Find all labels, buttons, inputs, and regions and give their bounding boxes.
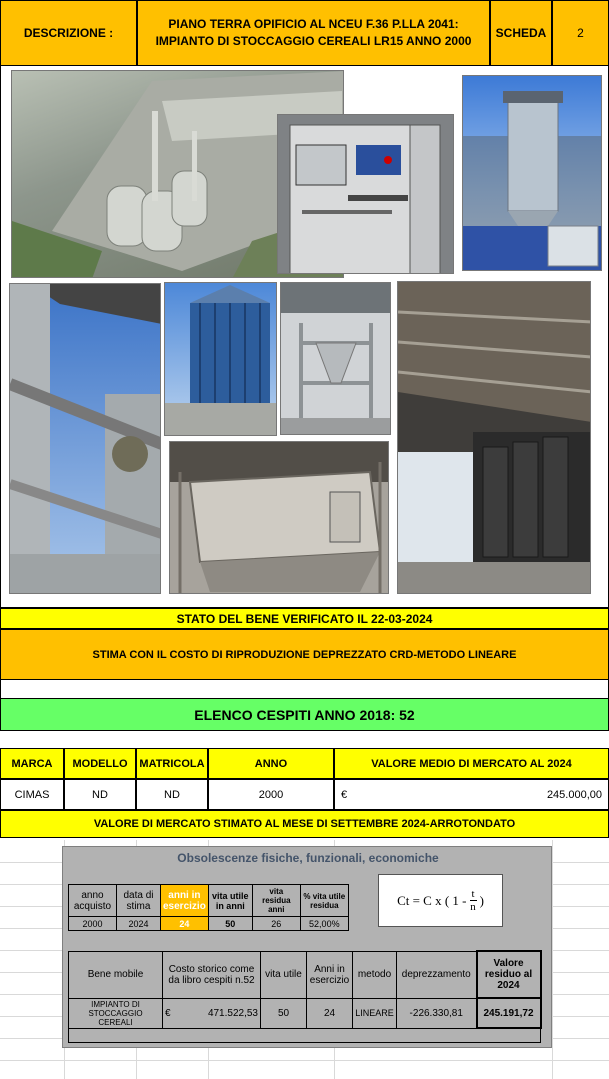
val-bene-mobile: IMPIANTO DI STOCCAGGIO CEREALI <box>69 998 163 1028</box>
spacer-row <box>0 680 609 698</box>
val-valore-residuo: 245.191,72 <box>477 998 541 1028</box>
hdr-costo-storico: Costo storico come da libro cespiti n.52 <box>163 951 261 998</box>
col-anno: ANNO <box>208 748 334 779</box>
val-vita-residua: 26 <box>252 917 300 931</box>
hdr-metodo: metodo <box>353 951 397 998</box>
page-title <box>137 0 490 66</box>
costo-amount: 471.522,53 <box>207 1007 258 1019</box>
formula-right: ) <box>479 892 484 908</box>
obsolescence-panel <box>62 846 552 1048</box>
val-metodo: LINEARE <box>353 998 397 1028</box>
grain-silo-photo <box>164 282 277 436</box>
anno-value: 2000 <box>208 779 334 810</box>
hdr-valore-residuo: Valore residuo al 2024 <box>477 951 541 998</box>
scheda-number: 2 <box>552 0 609 66</box>
valuation-table <box>68 950 542 1043</box>
valore-medio-value <box>334 779 609 810</box>
scheda-label: SCHEDA <box>490 0 552 66</box>
valore-amount: 245.000,00 <box>546 788 602 801</box>
verification-status: STATO DEL BENE VERIFICATO IL 22-03-2024 <box>0 608 609 629</box>
hdr-anni-esercizio-2: Anni in esercizio <box>307 951 353 998</box>
costo-currency: € <box>165 1007 171 1019</box>
col-modello: MODELLO <box>64 748 136 779</box>
blue-silo-photo <box>462 75 602 271</box>
machinery-frame-photo <box>280 282 391 435</box>
valuation-method: STIMA CON IL COSTO DI RIPRODUZIONE DEPREZZATO CRD-METODO LINEARE <box>0 629 609 680</box>
obsolescence-title: Obsolescenze fisiche, funzionali, economiche <box>177 851 439 865</box>
hdr-data-stima: data di stima <box>117 885 161 917</box>
formula-numerator: t <box>471 888 475 900</box>
cespiti-banner: ELENCO CESPITI ANNO 2018: 52 <box>0 698 609 731</box>
depreciation-formula <box>378 874 503 927</box>
hdr-vita-utile-2: vita utile <box>261 951 307 998</box>
title-line-2: IMPIANTO DI STOCCAGGIO CEREALI LR15 ANNO 2000 <box>155 34 472 48</box>
hdr-deprezzamento: deprezzamento <box>397 951 477 998</box>
formula-left: Ct = C x ( 1 - <box>397 892 467 908</box>
marca-value: CIMAS <box>0 779 64 810</box>
formula-fraction <box>470 888 477 913</box>
col-matricola: MATRICOLA <box>136 748 208 779</box>
hdr-anni-esercizio: anni in esercizio <box>161 885 209 917</box>
val-data-stima: 2024 <box>117 917 161 931</box>
hdr-anno-acquisto: anno acquisto <box>69 885 117 917</box>
description-label: DESCRIZIONE : <box>0 0 137 66</box>
col-valore-medio: VALORE MEDIO DI MERCATO AL 2024 <box>334 748 609 779</box>
obsolescence-table <box>68 884 349 931</box>
val-deprezzamento: -226.330,81 <box>397 998 477 1028</box>
hdr-vita-utile: vita utile in anni <box>208 885 252 917</box>
currency-symbol: € <box>341 788 348 801</box>
col-marca: MARCA <box>0 748 64 779</box>
photo-area <box>0 66 609 608</box>
hdr-perc-vita: % vita utile residua <box>300 885 348 917</box>
silo-pipes-photo <box>9 283 161 594</box>
val-vita-utile: 50 <box>208 917 252 931</box>
hdr-bene-mobile: Bene mobile <box>69 951 163 998</box>
sieve-machine-photo <box>169 441 389 594</box>
modello-value: ND <box>64 779 136 810</box>
val-anni-esercizio-2: 24 <box>307 998 353 1028</box>
control-panel-photo <box>277 114 454 274</box>
market-value-note: VALORE DI MERCATO STIMATO AL MESE DI SETTEMBRE 2024-ARROTONDATO <box>0 810 609 838</box>
warehouse-interior-photo <box>397 281 591 594</box>
formula-denominator: n <box>470 901 476 913</box>
hdr-vita-residua: vita residua anni <box>252 885 300 917</box>
val-vita-utile-2: 50 <box>261 998 307 1028</box>
val-costo-storico <box>163 998 261 1028</box>
title-line-1: PIANO TERRA OPIFICIO AL NCEU F.36 P.LLA 2041: <box>168 17 459 31</box>
matricola-value: ND <box>136 779 208 810</box>
val-perc-vita: 52,00% <box>300 917 348 931</box>
empty-row <box>69 1028 541 1042</box>
val-anno-acquisto: 2000 <box>69 917 117 931</box>
val-anni-esercizio: 24 <box>161 917 209 931</box>
